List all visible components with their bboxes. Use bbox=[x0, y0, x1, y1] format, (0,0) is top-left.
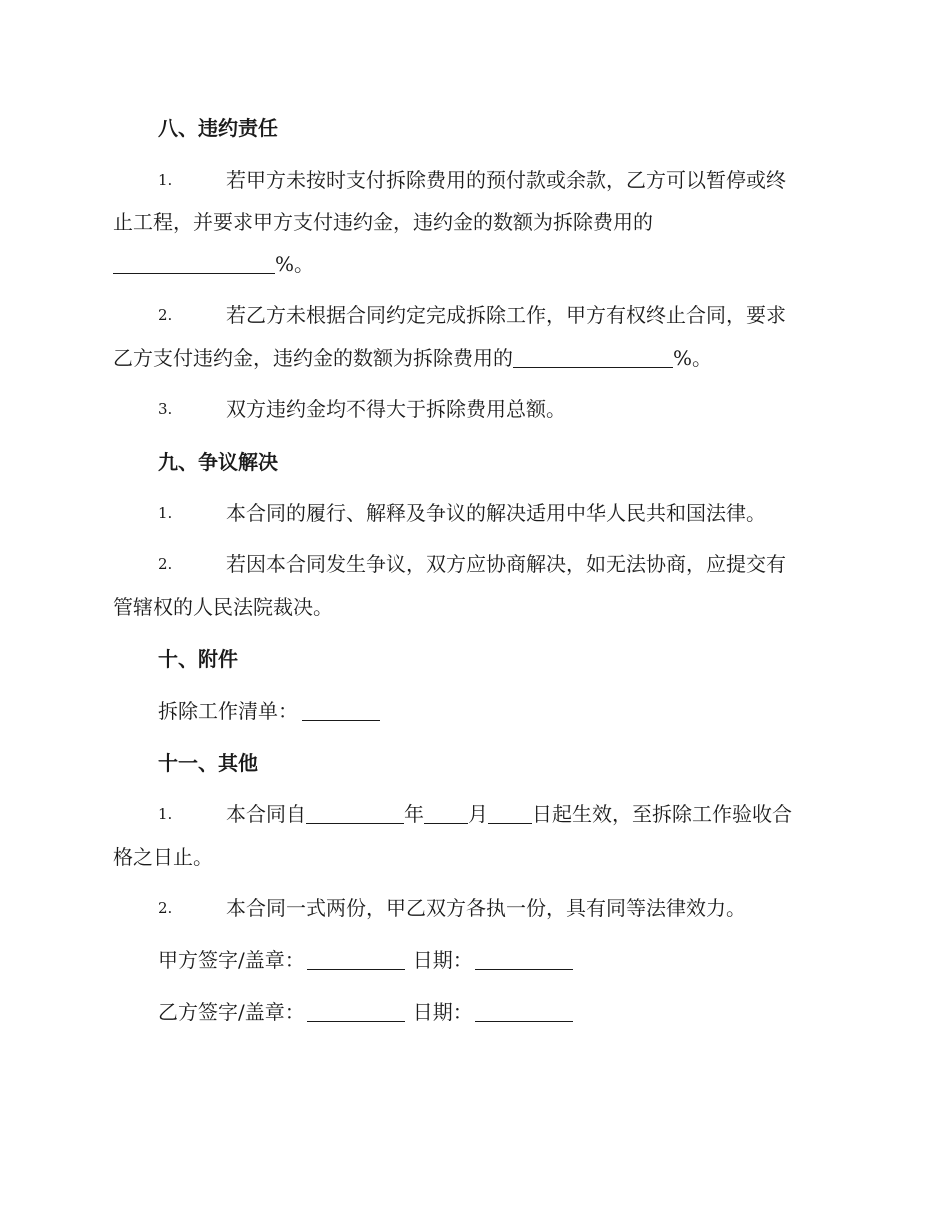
fill-blank[interactable] bbox=[513, 347, 673, 368]
text-segment: 本合同自 bbox=[226, 802, 306, 826]
attachment-label: 拆除工作清单： bbox=[158, 699, 298, 723]
party-b-sign-label: 乙方签字/盖章： bbox=[158, 1000, 305, 1024]
paragraph-text: 若甲方未按时支付拆除费用的预付款或余款，乙方可以暂停或终 bbox=[226, 168, 786, 192]
percent-suffix: %。 bbox=[275, 252, 315, 276]
party-a-date-blank[interactable] bbox=[475, 949, 573, 970]
item-number: 2. bbox=[158, 899, 173, 917]
item-number: 1. bbox=[158, 504, 173, 522]
item-number: 2. bbox=[158, 306, 173, 324]
paragraph-text: 格之日止。 bbox=[113, 845, 213, 869]
paragraph-text bbox=[113, 250, 314, 278]
signature-line-party-b bbox=[158, 998, 573, 1026]
paragraph-text: 止工程，并要求甲方支付违约金，违约金的数额为拆除费用的 bbox=[113, 210, 653, 234]
date-label: 日期： bbox=[412, 948, 473, 972]
paragraph-text: 若乙方未根据合同约定完成拆除工作，甲方有权终止合同，要求 bbox=[226, 303, 786, 327]
paragraph-text bbox=[226, 800, 792, 828]
fill-blank[interactable] bbox=[113, 253, 275, 274]
signature-line-party-a bbox=[158, 946, 573, 974]
party-a-sign-blank[interactable] bbox=[307, 949, 405, 970]
attachment-line bbox=[158, 697, 380, 725]
fill-blank-year[interactable] bbox=[306, 803, 404, 824]
paragraph-text bbox=[113, 344, 712, 372]
section-heading-attachment: 十、附件 bbox=[158, 647, 238, 671]
fill-blank-month[interactable] bbox=[424, 803, 468, 824]
text-segment: 年 bbox=[404, 802, 424, 826]
percent-suffix: %。 bbox=[673, 346, 713, 370]
item-number: 3. bbox=[158, 400, 173, 418]
party-a-sign-label: 甲方签字/盖章： bbox=[158, 948, 305, 972]
item-number: 2. bbox=[158, 555, 173, 573]
section-heading-breach: 八、违约责任 bbox=[158, 116, 278, 140]
paragraph-text: 本合同一式两份，甲乙双方各执一份，具有同等法律效力。 bbox=[226, 896, 746, 920]
paragraph-text: 管辖权的人民法院裁决。 bbox=[113, 595, 333, 619]
party-b-sign-blank[interactable] bbox=[307, 1001, 405, 1022]
paragraph-text: 若因本合同发生争议，双方应协商解决，如无法协商，应提交有 bbox=[226, 552, 786, 576]
item-number: 1. bbox=[158, 805, 173, 823]
paragraph-text: 本合同的履行、解释及争议的解决适用中华人民共和国法律。 bbox=[226, 501, 766, 525]
paragraph-text-prefix: 乙方支付违约金，违约金的数额为拆除费用的 bbox=[113, 346, 513, 370]
text-segment: 日起生效，至拆除工作验收合 bbox=[532, 802, 792, 826]
party-b-date-blank[interactable] bbox=[475, 1001, 573, 1022]
fill-blank[interactable] bbox=[302, 700, 380, 721]
item-number: 1. bbox=[158, 171, 173, 189]
fill-blank-day[interactable] bbox=[488, 803, 532, 824]
section-heading-dispute: 九、争议解决 bbox=[158, 450, 278, 474]
section-heading-other: 十一、其他 bbox=[158, 751, 258, 775]
paragraph-text: 双方违约金均不得大于拆除费用总额。 bbox=[226, 397, 566, 421]
text-segment: 月 bbox=[468, 802, 488, 826]
date-label: 日期： bbox=[412, 1000, 473, 1024]
